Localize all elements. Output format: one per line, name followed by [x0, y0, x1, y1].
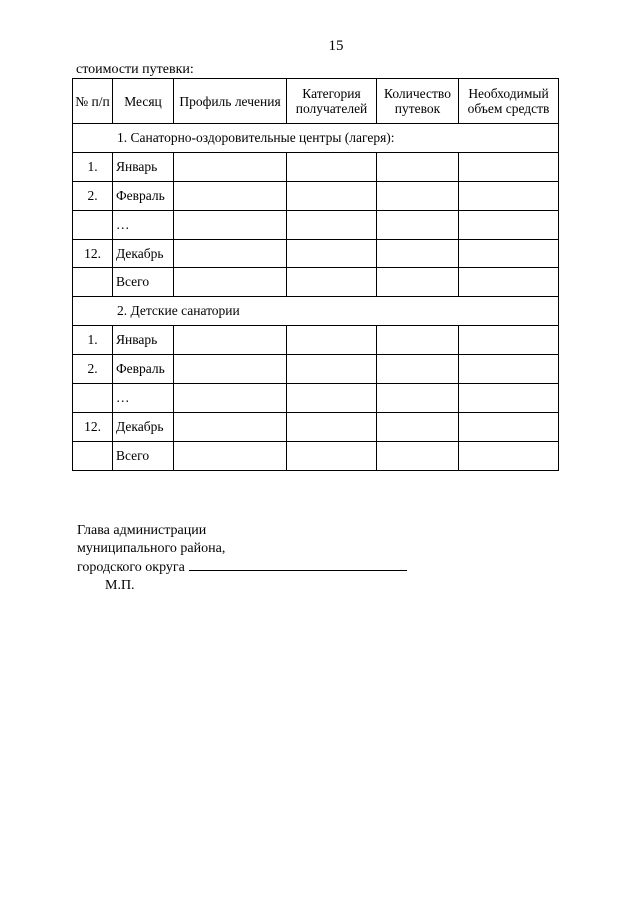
- signature-underline: [189, 558, 407, 571]
- cell-quantity: [377, 152, 459, 181]
- row-month: Февраль: [113, 181, 174, 210]
- cell-amount: [459, 268, 559, 297]
- cell-amount: [459, 441, 559, 470]
- table-header-row: [73, 79, 559, 124]
- cell-profile: [174, 441, 287, 470]
- cell-amount: [459, 152, 559, 181]
- cell-profile: [174, 268, 287, 297]
- row-num: [73, 384, 113, 413]
- cell-category: [287, 268, 377, 297]
- stamp-placeholder: М.П.: [105, 578, 135, 593]
- cell-amount: [459, 355, 559, 384]
- cell-profile: [174, 412, 287, 441]
- cell-quantity: [377, 384, 459, 413]
- row-month: Декабрь: [113, 412, 174, 441]
- header-category: Категория получателей: [287, 79, 377, 124]
- cell-profile: [174, 152, 287, 181]
- table-row: [73, 355, 559, 384]
- row-month: Январь: [113, 326, 174, 355]
- cell-quantity: [377, 268, 459, 297]
- cell-profile: [174, 210, 287, 239]
- table-row: [73, 268, 559, 297]
- cell-category: [287, 412, 377, 441]
- cell-quantity: [377, 355, 459, 384]
- header-amount: Необходимый объем средств: [459, 79, 559, 124]
- page-number: 15: [328, 38, 344, 54]
- cell-amount: [459, 412, 559, 441]
- section-title: 2. Детские санатории: [73, 297, 559, 326]
- cell-quantity: [377, 239, 459, 268]
- cell-category: [287, 210, 377, 239]
- signature-block: [77, 522, 407, 595]
- cell-category: [287, 355, 377, 384]
- header-month: Месяц: [113, 79, 174, 124]
- table-row: [73, 384, 559, 413]
- signature-line-3: [77, 558, 407, 577]
- table-row: [73, 412, 559, 441]
- row-num: 1.: [73, 326, 113, 355]
- cost-table: [72, 78, 559, 471]
- header-num: № п/п: [73, 79, 113, 124]
- cell-amount: [459, 181, 559, 210]
- cell-amount: [459, 239, 559, 268]
- row-num: 12.: [73, 412, 113, 441]
- table-row: [73, 152, 559, 181]
- cell-profile: [174, 384, 287, 413]
- signature-line-3-text: городского округа: [77, 560, 185, 575]
- table-row: [73, 210, 559, 239]
- cell-category: [287, 441, 377, 470]
- row-num: 1.: [73, 152, 113, 181]
- signature-line-2: муниципального района,: [77, 541, 226, 556]
- row-month: Январь: [113, 152, 174, 181]
- intro-text: стоимости путевки:: [76, 62, 194, 77]
- cell-category: [287, 384, 377, 413]
- header-profile: Профиль лечения: [174, 79, 287, 124]
- cell-quantity: [377, 326, 459, 355]
- row-month: Всего: [113, 268, 174, 297]
- cell-profile: [174, 326, 287, 355]
- row-num: 12.: [73, 239, 113, 268]
- cell-category: [287, 152, 377, 181]
- cell-amount: [459, 210, 559, 239]
- cell-quantity: [377, 181, 459, 210]
- cell-category: [287, 239, 377, 268]
- table-row: [73, 326, 559, 355]
- cell-quantity: [377, 412, 459, 441]
- cell-profile: [174, 239, 287, 268]
- section-row: [73, 124, 559, 153]
- cell-amount: [459, 384, 559, 413]
- row-num: [73, 210, 113, 239]
- cell-category: [287, 181, 377, 210]
- table-row: [73, 441, 559, 470]
- row-num: 2.: [73, 181, 113, 210]
- table-row: [73, 181, 559, 210]
- signature-line-1: Глава администрации: [77, 523, 207, 538]
- cell-category: [287, 326, 377, 355]
- row-month: Февраль: [113, 355, 174, 384]
- cell-amount: [459, 326, 559, 355]
- cell-quantity: [377, 210, 459, 239]
- row-num: 2.: [73, 355, 113, 384]
- cell-profile: [174, 355, 287, 384]
- row-month: Всего: [113, 441, 174, 470]
- section-row: [73, 297, 559, 326]
- row-month: …: [113, 210, 174, 239]
- section-title: 1. Санаторно-оздоровительные центры (лагеря):: [73, 124, 559, 153]
- table-row: [73, 239, 559, 268]
- header-quantity: Количество путевок: [377, 79, 459, 124]
- row-month: …: [113, 384, 174, 413]
- cell-profile: [174, 181, 287, 210]
- row-num: [73, 441, 113, 470]
- cell-quantity: [377, 441, 459, 470]
- row-month: Декабрь: [113, 239, 174, 268]
- row-num: [73, 268, 113, 297]
